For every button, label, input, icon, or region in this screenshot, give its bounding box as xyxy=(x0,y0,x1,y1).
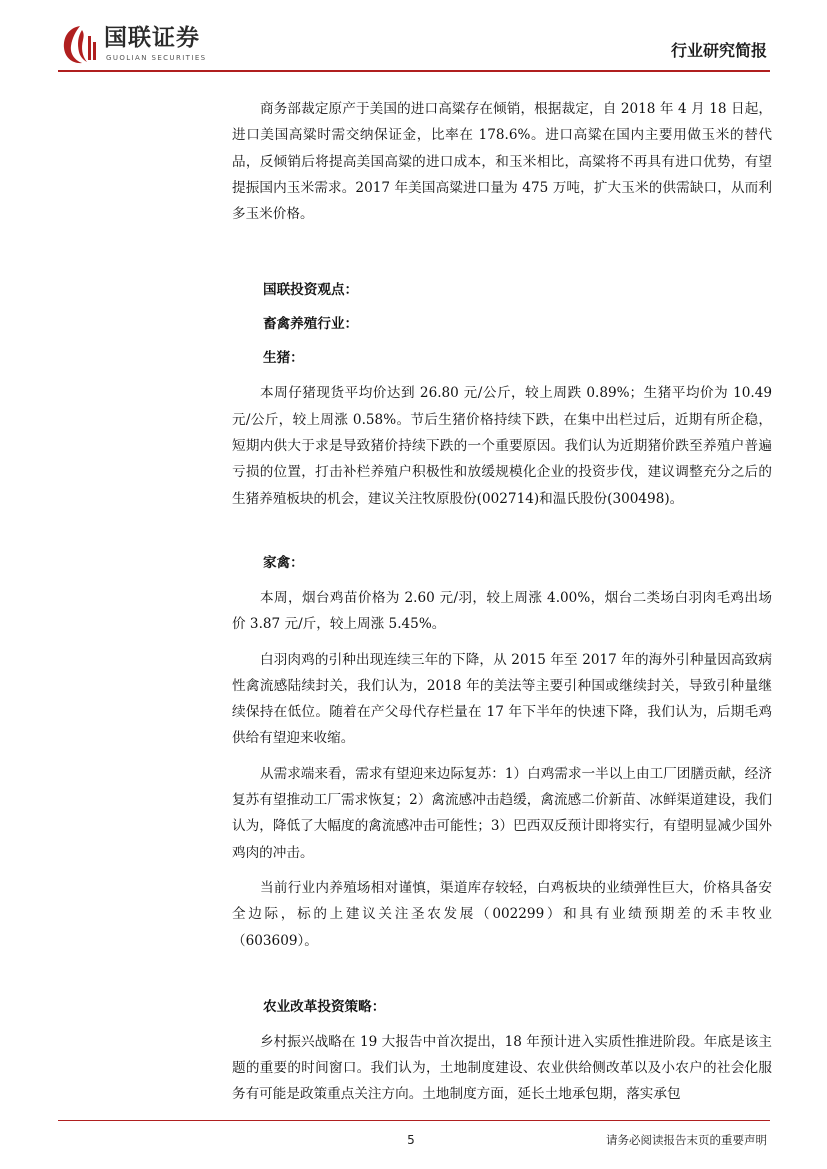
company-logo xyxy=(60,22,300,66)
heading-investment-view: 国联投资观点： xyxy=(263,282,359,299)
paragraph-poultry-recommendation: 当前行业内养殖场相对谨慎，渠道库存较轻，白鸡板块的业绩弹性巨大，价格具备安全边际，标的上建议关注圣农发展（002299）和具有业绩预期差的禾丰牧业（603609）。 xyxy=(232,879,772,949)
paragraph-poultry-prices: 本周，烟台鸡苗价格为 2.60 元/羽，较上周涨 4.00%，烟台二类场白羽肉毛鸡出场价 3.87 元/斤，较上周涨 5.45%。 xyxy=(232,589,772,633)
paragraph-sorghum: 商务部裁定原产于美国的进口高粱存在倾销，根据裁定，自 2018 年 4 月 18 日起，进口美国高粱时需交纳保证金，比率在 178.6%。进口高粱在国内主要用做玉米的替代品，反倾销后将提高美国高粱的进口成本，和玉米相比，高粱将不再具有进口优势，有望提振国内玉米需求。2017 年美国高粱进口量为 475 万吨，扩大玉米的供需缺口，从而利多玉米价格。 xyxy=(232,101,772,223)
heading-agri-reform: 农业改革投资策略： xyxy=(263,998,386,1015)
paragraph-agri-reform: 乡村振兴战略在 19 大报告中首次提出，18 年预计进入实质性推进阶段。年底是该主题的重要的时间窗口。我们认为，土地制度建设、农业供给侧改革以及小农户的社会化服务有可能是政策重点关注方向。土地制度方面，延长土地承包期，落实承包 xyxy=(232,1033,772,1103)
page-number: 5 xyxy=(407,1133,415,1147)
footer-divider xyxy=(58,1120,770,1121)
heading-livestock: 畜禽养殖行业： xyxy=(263,316,359,333)
page-header xyxy=(0,0,827,80)
heading-poultry: 家禽： xyxy=(263,554,304,571)
report-body xyxy=(232,96,772,1108)
logo-text-cn: 国联证券 xyxy=(104,25,200,51)
paragraph-poultry-demand: 从需求端来看，需求有望迎来边际复苏：1）白鸡需求一半以上由工厂团膳贡献，经济复苏有望推动工厂需求恢复；2）禽流感冲击趋缓，禽流感二价新苗、冰鲜渠道建设，我们认为，降低了大幅度的禽流感冲击可能性；3）巴西双反预计即将实行，有望明显减少国外鸡肉的冲击。 xyxy=(232,765,772,861)
report-type-label: 行业研究简报 xyxy=(670,41,767,60)
footer-disclaimer: 请务必阅读报告末页的重要声明 xyxy=(606,1133,767,1147)
header-divider xyxy=(58,70,770,72)
heading-pig: 生猪： xyxy=(263,350,304,367)
paragraph-pig: 本周仔猪现货平均价达到 26.80 元/公斤，较上周跌 0.89%；生猪平均价为 10.49 元/公斤，较上周涨 0.58%。节后生猪价格持续下跌，在集中出栏过后，近期有所企稳，短期内供大于求是导致猪价持续下跌的一个重要原因。我们认为近期猪价跌至养殖户普遍亏损的位置，打击补栏养殖户积极性和放缓规模化企业的投资步伐，建议调整充分之后的生猪养殖板块的机会，建议关注牧原股份(002714)和温氏股份(300498)。 xyxy=(232,385,772,507)
paragraph-poultry-supply: 白羽肉鸡的引种出现连续三年的下降，从 2015 年至 2017 年的海外引种量因高致病性禽流感陆续封关，我们认为，2018 年的美法等主要引种国或继续封关，导致引种量继续保持在低位。随着在产父母代存栏量在 17 年下半年的快速下降，我们认为，后期毛鸡供给有望迎来收缩。 xyxy=(232,651,772,747)
guolian-logo-icon xyxy=(60,22,100,66)
logo-text-en: GUOLIAN SECURITIES xyxy=(106,54,207,62)
